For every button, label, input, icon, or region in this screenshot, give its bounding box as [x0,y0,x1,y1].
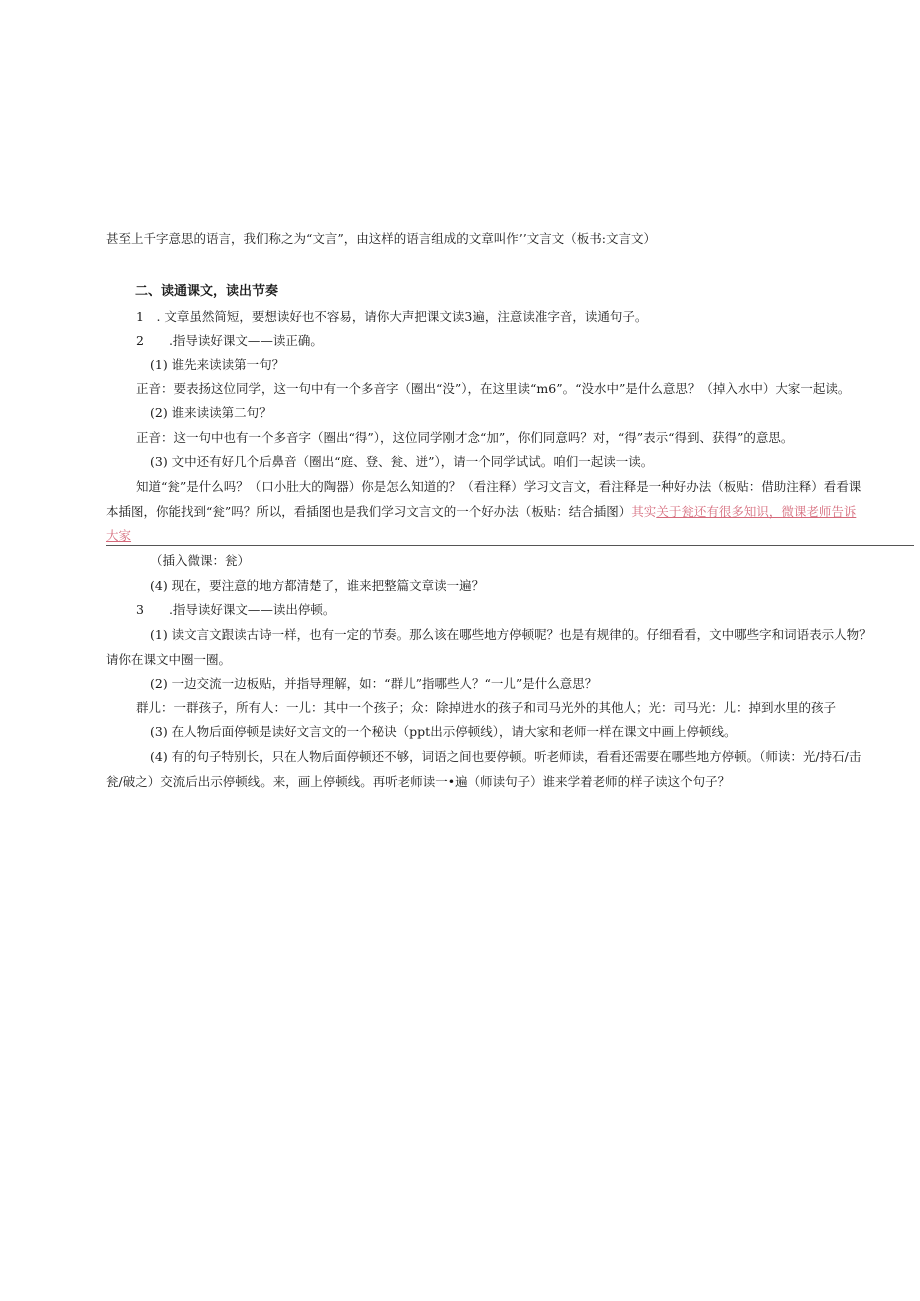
step-3-question-1-cont: 请你在课文中圈一圈。 [106,652,232,667]
inserted-underlined-text: 关于瓮还有很多知识，微课老师告诉 [656,504,857,519]
weng-paragraph-line-1: 知道“瓮”是什么吗？（口小肚大的陶器）你是怎么知道的？（看注释）学习文言文，看注释是一种好办法（板贴：借助注释）看看课 [136,479,862,494]
inserted-text: 其实 [631,504,657,519]
step-3-question-4: (4) 有的句子特别长，只在人物后面停顿还不够，词语之间也要停顿。听老师读，看看还需要在哪些地方停顿。（师读：光/持石/击 [150,749,862,764]
step-2-question-4: (4) 现在，要注意的地方都清楚了，谁来把整篇文章读一遍？ [150,578,485,593]
weng-text: 本插图，你能找到“瓮”吗？所以，看插图也是我们学习文言文的一个好办法（板贴：结合插图） [106,504,632,519]
step-3-note-2: 群儿：一群孩子，所有人：一儿：其中一个孩子；众：除掉进水的孩子和司马光外的其他人；光：司马光：儿：掉到水里的孩子 [136,700,837,715]
step-3: 3 .指导读好课文——读出停顿。 [136,602,336,617]
step-2-question-1: (1) 谁先来读读第一句？ [150,357,285,372]
weng-paragraph-line-2 [106,504,856,520]
insert-micro-lesson: （插入微课：瓮） [150,553,251,568]
step-3-question-1: (1) 读文言文跟读古诗一样，也有一定的节奏。那么该在哪些地方停顿呢？也是有规律的。仔细看看，文中哪些字和词语表示人物？ [150,627,872,642]
step-3-question-3: (3) 在人物后面停顿是读好文言文的一个秘诀（ppt出示停顿线），请大家和老师一样在课文中画上停顿线。 [150,724,737,739]
step-2-question-3: (3) 文中还有好几个后鼻音（圈出“庭、登、瓮、迸”），请一个同学试试。咱们一起读一读。 [150,454,654,469]
step-3-question-2: (2) 一边交流一边板贴，并指导理解，如：“群儿”指哪些人？“一儿”是什么意思？ [150,676,598,691]
inserted-text-continued: 大家 [106,528,132,543]
step-1: 1 . 文章虽然简短，要想读好也不容易，请你大声把课文读3遍，注意读准字音，读通句子。 [136,309,648,324]
step-3-question-4-cont: 瓮/破之）交流后出示停顿线。来，画上停顿线。再听老师读一•遍（师读句子）谁来学着老师的样子读这个句子？ [106,774,731,789]
section-divider [106,545,914,546]
step-2-question-2: (2) 谁来读读第二句？ [150,405,272,420]
step-2-note-2: 正音：这一句中也有一个多音字（圈出“得”），这位同学刚才念“加”，你们同意吗？对，“得”表示“得到、获得”的意思。 [136,430,794,445]
step-2-note-1: 正音：要表扬这位同学，这一句中有一个多音字（圈出“没”），在这里读“m6”。“没水中”是什么意思？（掉入水中）大家一起读。 [136,381,851,396]
intro-line: 甚至上千字意思的语言，我们称之为“文言”，由这样的语言组成的文章叫作’’文言文（板书:文言文） [106,231,656,246]
section-heading: 二、读通课文，读出节奏 [135,284,279,299]
step-2: 2 .指导读好课文——读正确。 [136,333,323,348]
